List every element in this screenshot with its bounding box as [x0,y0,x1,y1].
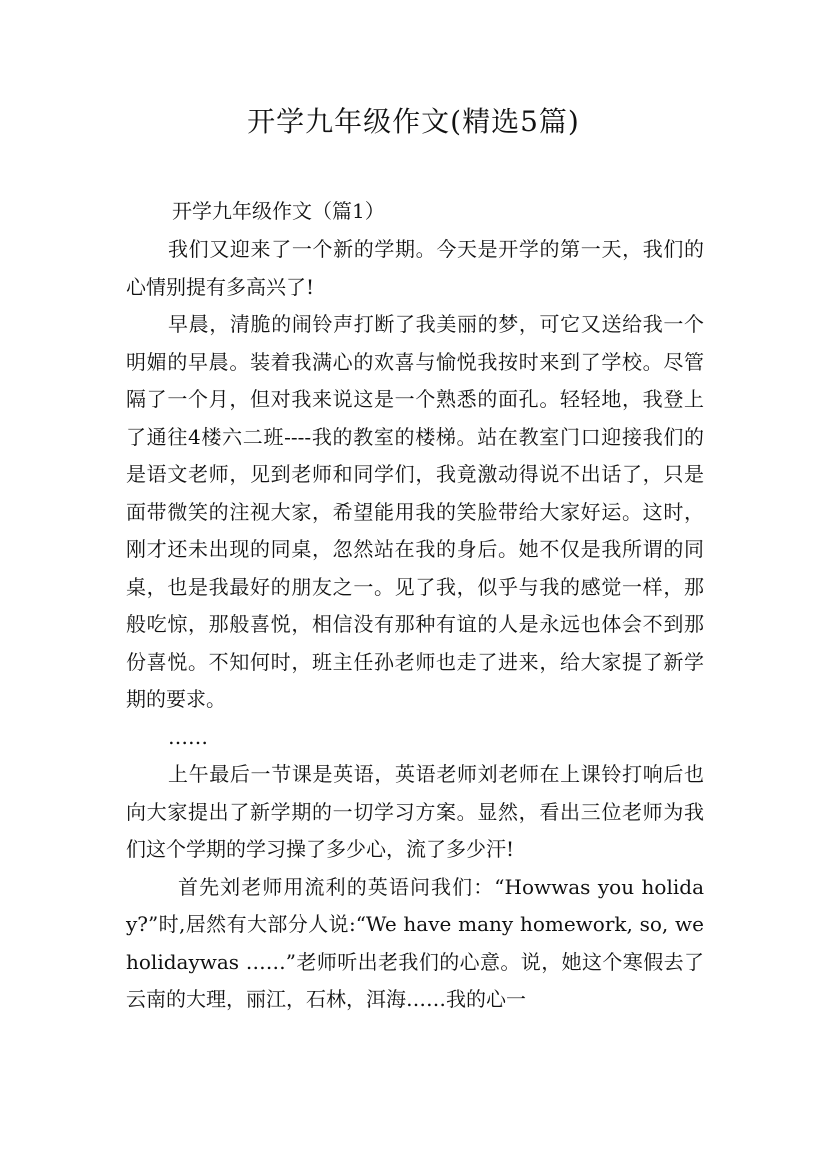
section-heading: 开学九年级作文（篇1） [172,199,385,223]
paragraph: 早晨，清脆的闹铃声打断了我美丽的梦，可它又送给我一个明媚的早晨。装着我满心的欢喜与愉悦我按时来到了学校。尽管隔了一个月，但对我来说这是一个熟悉的面孔。轻轻地，我登上了通往4楼六二班----我的教室的楼梯。站在教室门口迎接我们的是语文老师，见到老师和同学们，我竟激动得说不出话了，只是面带微笑的注视大家，希望能用我的笑脸带给大家好运。这时，刚才还未出现的同桌，忽然站在我的身后。她不仅是我所谓的同桌，也是我最好的朋友之一。见了我，似乎与我的感觉一样，那般吃惊，那般喜悦，相信没有那种有谊的人是永远也体会不到那份喜悦。不知何时，班主任孙老师也走了进来，给大家提了新学期的要求。 [126,312,704,711]
paragraph: 上午最后一节课是英语，英语老师刘老师在上课铃打响后也向大家提出了新学期的一切学习方案。显然，看出三位老师为我们这个学期的学习操了多少心，流了多少汗! [126,762,704,861]
paragraph: 首先刘老师用流利的英语问我们：“Howwas you holiday?”时,居然有大部分人说:“We have many homework, so, we holidaywas ……”老师听出老我们的心意。说，她这个寒假去了云南的大理，丽江，石林，洱海……我的心一 [126,874,704,1011]
document-title: 开学九年级作文(精选5篇) [247,105,580,138]
document-body [126,194,704,1019]
paragraph: 我们又迎来了一个新的学期。今天是开学的第一天，我们的心情别提有多高兴了! [126,237,704,299]
paragraph-ellipsis: …… [168,724,208,749]
